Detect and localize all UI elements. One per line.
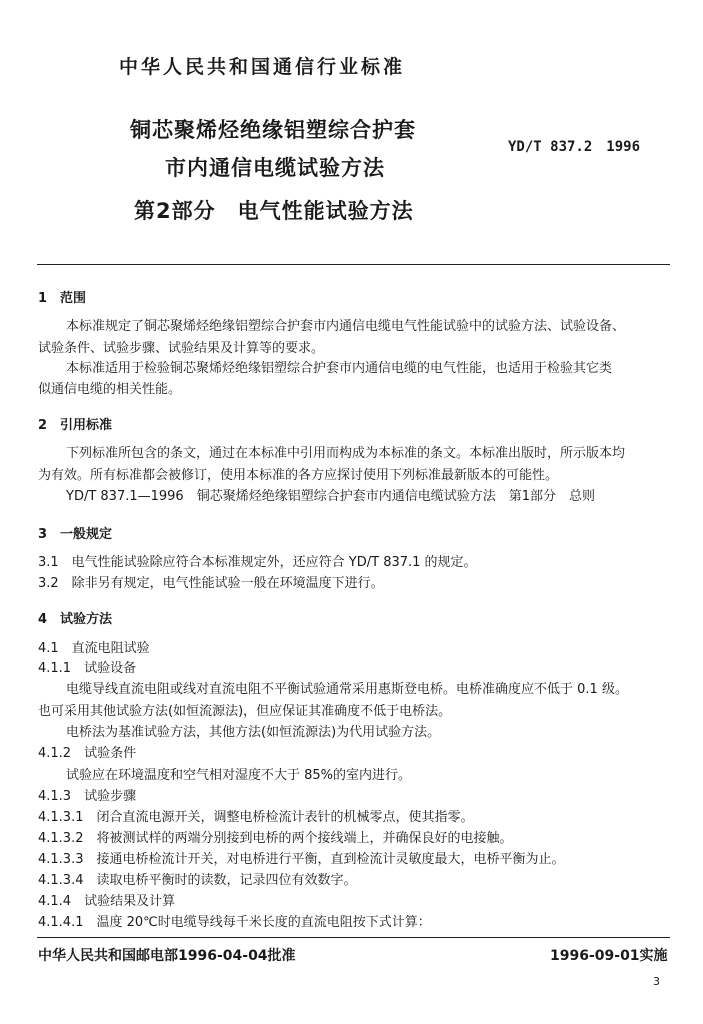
clause-4-1-3-3: 4.1.3.3 接通电桥检流计开关，对电桥进行平衡，直到检流计灵敏度最大，电桥平衡为止。 <box>38 852 565 867</box>
s4-1-1-p2: 电桥法为基准试验方法，其他方法(如恒流源法)为代用试验方法。 <box>66 725 441 740</box>
s2-p1-line1: 下列标准所包含的条文，通过在本标准中引用而构成为本标准的条文。本标准出版时，所示版本均 <box>66 446 626 461</box>
clause-4-1-3: 4.1.3 试验步骤 <box>38 789 137 804</box>
clause-3-2: 3.2 除非另有规定，电气性能试验一般在环境温度下进行。 <box>38 576 384 591</box>
title-line-1: 铜芯聚烯烃绝缘铝塑综合护套 <box>130 118 416 142</box>
section-4-heading: 4 试验方法 <box>38 612 113 627</box>
s1-p2-line2: 似通信电缆的相关性能。 <box>38 382 182 397</box>
section-1-heading: 1 范围 <box>38 291 87 306</box>
clause-4-1-3-2: 4.1.3.2 将被测试样的两端分别接到电桥的两个接线端上，并确保良好的电接触。 <box>38 831 513 846</box>
issuing-organization: 中华人民共和国通信行业标准 <box>119 56 406 78</box>
footer-divider <box>37 937 670 938</box>
effective-date: 1996-09-01实施 <box>550 948 668 964</box>
header-divider <box>37 264 670 265</box>
s4-1-2-paragraph: 试验应在环境温度和空气相对湿度不大于 85%的室内进行。 <box>66 768 412 783</box>
section-2-heading: 2 引用标准 <box>38 418 113 433</box>
clause-4-1: 4.1 直流电阻试验 <box>38 641 150 656</box>
clause-4-1-4: 4.1.4 试验结果及计算 <box>38 894 176 909</box>
s1-p1-line2: 试验条件、试验步骤、试验结果及计算等的要求。 <box>38 341 325 356</box>
page-number: 3 <box>653 975 660 988</box>
clause-4-1-2: 4.1.2 试验条件 <box>38 746 137 761</box>
s2-reference: YD/T 837.1—1996 铜芯聚烯烃绝缘铝塑综合护套市内通信电缆试验方法 第1部分 总则 <box>66 489 595 504</box>
standard-code: YD/T 837.2 1996 <box>508 139 641 155</box>
s1-p1-line1: 本标准规定了铜芯聚烯烃绝缘铝塑综合护套市内通信电缆电气性能试验中的试验方法、试验设备、 <box>66 319 626 334</box>
clause-4-1-3-4: 4.1.3.4 读取电桥平衡时的读数，记录四位有效数字。 <box>38 873 357 888</box>
s4-1-1-p1-line1: 电缆导线直流电阻或线对直流电阻不平衡试验通常采用惠斯登电桥。电桥准确度应不低于 0.1 级。 <box>66 682 628 697</box>
s1-p2-line1: 本标准适用于检验铜芯聚烯烃绝缘铝塑综合护套市内通信电缆的电气性能，也适用于检验其它类 <box>66 361 613 376</box>
s2-p1-line2: 为有效。所有标准都会被修订，使用本标准的各方应探讨使用下列标准最新版本的可能性。 <box>38 468 559 483</box>
title-line-2: 市内通信电缆试验方法 <box>165 156 385 180</box>
approval-note: 中华人民共和国邮电部1996-04-04批准 <box>38 948 296 964</box>
section-3-heading: 3 一般规定 <box>38 527 113 542</box>
title-line-3: 第2部分 电气性能试验方法 <box>134 199 414 223</box>
clause-3-1: 3.1 电气性能试验除应符合本标准规定外，还应符合 YD/T 837.1 的规定。 <box>38 555 477 570</box>
clause-4-1-3-1: 4.1.3.1 闭合直流电源开关，调整电桥检流计表针的机械零点，使其指零。 <box>38 810 474 825</box>
s4-1-1-p1-line2: 也可采用其他试验方法(如恒流源法)，但应保证其准确度不低于电桥法。 <box>38 704 452 719</box>
clause-4-1-4-1: 4.1.4.1 温度 20℃时电缆导线每千米长度的直流电阻按下式计算： <box>38 915 431 930</box>
clause-4-1-1: 4.1.1 试验设备 <box>38 661 137 676</box>
